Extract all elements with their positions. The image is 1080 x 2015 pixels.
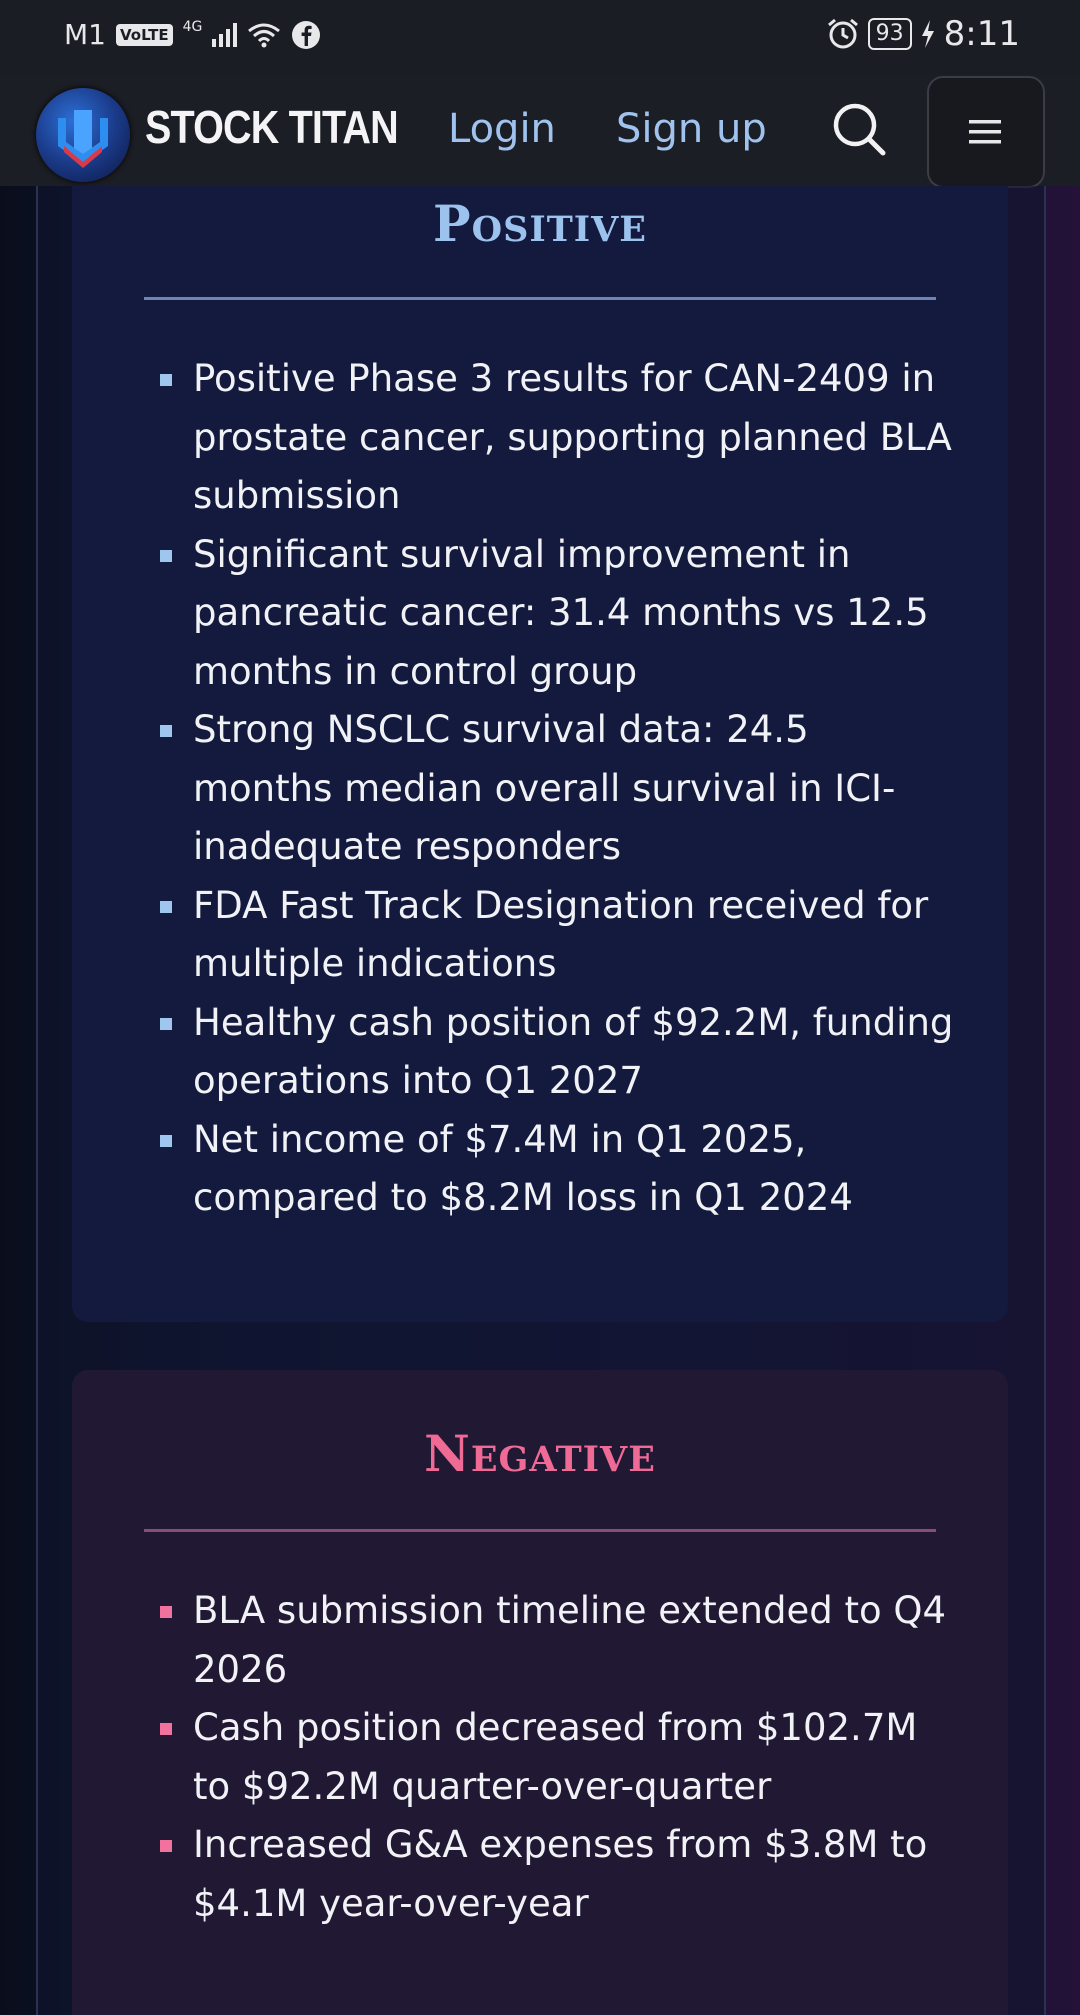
charging-icon [920, 19, 936, 49]
search-button[interactable] [830, 100, 890, 160]
clock-time: 8:11 [943, 14, 1020, 54]
positive-list [158, 350, 958, 1228]
search-icon [830, 100, 890, 160]
menu-button[interactable] [927, 76, 1045, 188]
carrier-label: M1 [64, 18, 106, 51]
signup-link[interactable]: Sign up [616, 106, 767, 152]
status-bar [0, 0, 1080, 74]
list-item [158, 1111, 958, 1228]
bullet-icon [160, 1840, 172, 1852]
status-right [826, 14, 1020, 54]
wifi-icon [247, 21, 281, 49]
network-type-label: 4G [182, 18, 203, 35]
bullet-icon [160, 725, 172, 737]
bullet-icon [160, 1135, 172, 1147]
bullet-icon [160, 1723, 172, 1735]
list-item [158, 350, 958, 526]
list-item [158, 994, 958, 1111]
negative-list [158, 1582, 958, 1933]
bullet-icon [160, 374, 172, 386]
list-item [158, 1582, 958, 1699]
list-item [158, 1816, 958, 1933]
hamburger-icon [967, 116, 1003, 148]
negative-heading: Negative [424, 1424, 656, 1483]
bullet-icon [160, 1606, 172, 1618]
status-left [64, 18, 321, 51]
brand-name[interactable]: STOCK TITAN [145, 101, 398, 153]
list-item [158, 526, 958, 702]
positive-heading: Positive [433, 194, 647, 253]
list-item [158, 701, 958, 877]
bullet-icon [160, 901, 172, 913]
battery-indicator: 93 [868, 18, 912, 50]
positive-item-text: Healthy cash position of $92.2M, funding operations into Q1 2027 [193, 1000, 954, 1102]
logo-icon[interactable] [36, 88, 130, 182]
login-link[interactable]: Login [448, 106, 556, 152]
positive-item-text: FDA Fast Track Designation received for multiple indications [193, 883, 929, 985]
site-header [0, 74, 1080, 186]
positive-item-text: Strong NSCLC survival data: 24.5 months median overall survival in ICI-inadequate responders [193, 708, 896, 868]
list-item [158, 1699, 958, 1816]
positive-item-text: Significant survival improvement in pancreatic cancer: 31.4 months vs 12.5 months in control group [193, 532, 929, 693]
bullet-icon [160, 550, 172, 562]
negative-item-text: Cash position decreased from $102.7M to $92.2M quarter-over-quarter [193, 1706, 918, 1808]
positive-item-text: Net income of $7.4M in Q1 2025, compared to $8.2M loss in Q1 2024 [193, 1117, 853, 1219]
negative-item-text: Increased G&A expenses from $3.8M to $4.1M year-over-year [193, 1823, 928, 1925]
alarm-icon [826, 17, 860, 51]
positive-item-text: Positive Phase 3 results for CAN-2409 in prostate cancer, supporting planned BLA submission [193, 357, 952, 517]
positive-divider [144, 297, 936, 300]
negative-item-text: BLA submission timeline extended to Q4 2026 [193, 1589, 947, 1691]
negative-divider [144, 1529, 936, 1532]
bullet-icon [160, 1018, 172, 1030]
list-item [158, 877, 958, 994]
volte-badge: VoLTE [116, 24, 173, 46]
signal-icon [212, 23, 237, 47]
facebook-icon [291, 20, 321, 50]
